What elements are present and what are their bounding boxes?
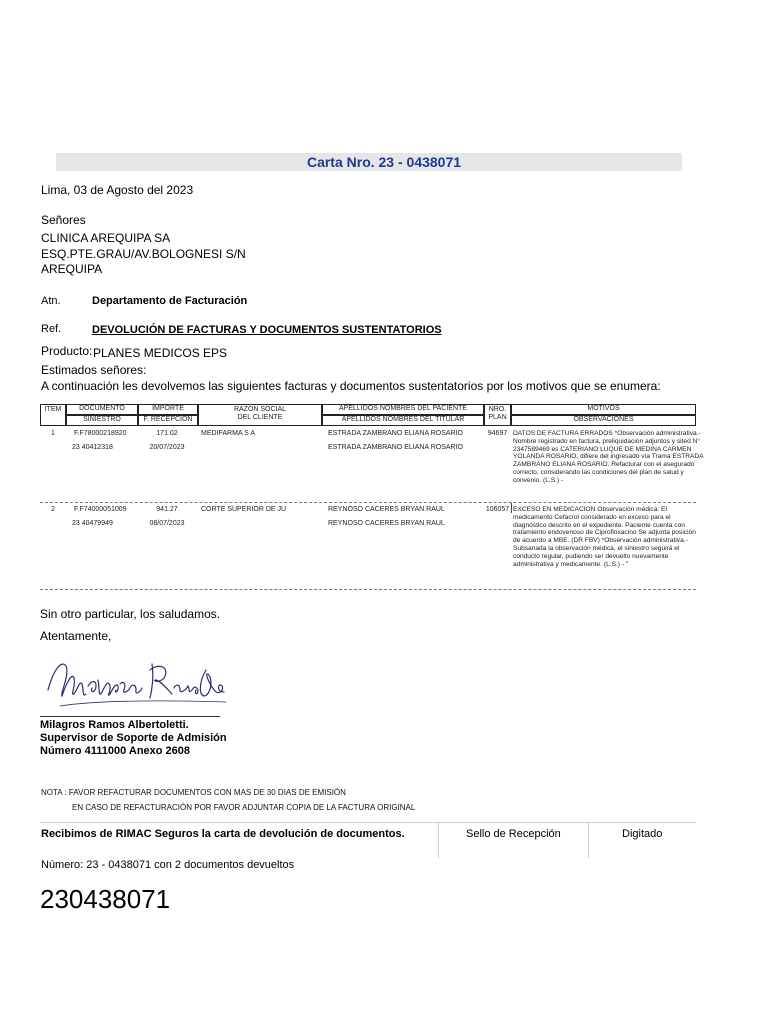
stamp-label: Sello de Recepción — [466, 828, 561, 840]
row-paciente: REYNOSO CACERES BRYAN RAUL — [328, 506, 445, 513]
receipt-text: Recibimos de RIMAC Seguros la carta de devolución de documentos. — [41, 828, 405, 840]
receipt-summary: Número: 23 - 0438071 con 2 documentos devueltos — [41, 859, 295, 871]
ref-label: Ref. — [41, 323, 62, 335]
row-separator — [40, 589, 696, 590]
header-documento: DOCUMENTO — [66, 404, 138, 415]
row-titular: ESTRADA ZAMBRANO ELIANA ROSARIO — [328, 444, 463, 451]
header-titular: APELLIDOS NOMBRES DEL TITULAR — [322, 415, 484, 426]
salutation: Señores — [41, 213, 86, 227]
signer-name: Milagros Ramos Albertoletti. — [40, 719, 189, 731]
letter-title: Carta Nro. 23 - 0438071 — [306, 154, 462, 170]
barcode-number: 230438071 — [40, 884, 171, 914]
header-razon-social: RAZON SOCIAL DEL CLIENTE — [198, 404, 322, 426]
row-observacion — [513, 430, 705, 485]
row-recepcion: 08/07/2023 — [149, 520, 185, 527]
intro-text: A continuación les devolvemos las siguientes facturas y documentos sustentatorios por los motivos que se enumera: — [41, 379, 661, 393]
row-nro-plan: 94697 — [487, 430, 508, 437]
closing-line: Sin otro particular, los saludamos. — [40, 607, 221, 621]
row-razon-social: CORTE SUPERIOR DE JU — [201, 506, 287, 513]
row-siniestro: 23 40412318 — [72, 444, 113, 451]
recipient-line: CLINICA AREQUIPA SA — [41, 231, 171, 245]
row-observacion-text: *Observación administrativa.- Nombre registrado en factura, preliquidación adjuntos y sited N° 2347589469 es CATERIANO LUQUE DE MEDINA CARMEN YOLANDA ROSARIO, difiere del ingresado vía Trama ESTRADA ZAMBRANO ELIANA ROSARIO. Refacturar con el asegurado correcto, considerando las condiciones del plan de salud y convenio. (L.S.) - — [513, 430, 704, 484]
header-nro-plan: NRO. PLAN — [484, 404, 511, 426]
note-line: NOTA : FAVOR REFACTURAR DOCUMENTOS CON MAS DE 30 DIAS DE EMISIÓN — [41, 788, 346, 797]
row-nro-plan: 106057 — [485, 506, 510, 513]
row-importe: 941.27 — [156, 506, 178, 513]
row-motivo: EXCESO EN MEDICACION — [513, 506, 596, 513]
recipient-line: AREQUIPA — [41, 262, 103, 276]
header-observaciones: OBSERVACIONES — [511, 415, 696, 426]
signature-line — [40, 716, 220, 717]
row-paciente: ESTRADA ZAMBRANO ELIANA ROSARIO — [328, 430, 463, 437]
row-item: 1 — [51, 430, 55, 437]
divider — [438, 822, 439, 858]
header-motivos: MOTIVOS — [511, 404, 696, 415]
row-recepcion: 20/07/2023 — [149, 444, 185, 451]
ref-value: DEVOLUCIÓN DE FACTURAS Y DOCUMENTOS SUSTENTATORIOS — [92, 324, 442, 336]
date-line: Lima, 03 de Agosto del 2023 — [41, 183, 194, 197]
row-motivo: DATOS DE FACTURA ERRADOS — [513, 430, 613, 437]
attn-value: Departamento de Facturación — [92, 295, 248, 307]
row-titular: REYNOSO CACERES BRYAN RAUL — [328, 520, 445, 527]
header-paciente: APELLIDOS NOMBRES DEL PACIENTE — [322, 404, 484, 415]
row-observacion-text: Observación médica: El medicamento Cefacrol considerado en exceso para el diagnóstico descrito en el expediente. Paciente cuenta con tratamiento endovenoso de Ciprofloxacino Se adjunta posición de acuerdo a MBE. (DR FBV) *Observación administrativa.- Subsanada la observación médica, el siniestro seguirá el conducto regular, pudiendo ser devuelto nuevamente administrativa y medicamente. (L.S.) - " — [513, 506, 696, 568]
signer-phone: Número 4111000 Anexo 2608 — [40, 745, 191, 757]
recipient-line: ESQ.PTE.GRAU/AV.BOLOGNESI S/N — [41, 247, 246, 261]
closing-line: Atentamente, — [40, 629, 112, 643]
greeting: Estimados señores: — [41, 363, 147, 377]
header-item: ITEM — [40, 404, 66, 426]
product-label: Producto: — [41, 344, 93, 358]
row-siniestro: 23 40479949 — [72, 520, 113, 527]
divider — [40, 822, 696, 823]
digitado-label: Digitado — [622, 828, 663, 840]
row-importe: 171.02 — [156, 430, 178, 437]
signature-image — [40, 650, 230, 712]
attn-label: Atn. — [41, 295, 61, 307]
row-divider — [511, 503, 512, 513]
row-razon-social: MEDIFARMA S A — [201, 430, 256, 437]
row-item: 2 — [51, 506, 55, 513]
row-documento: F.F78000218920 — [74, 430, 127, 437]
divider — [588, 822, 589, 858]
product-value: PLANES MEDICOS EPS — [93, 346, 228, 360]
row-observacion — [513, 506, 705, 568]
note-line: EN CASO DE REFACTURACIÓN POR FAVOR ADJUNTAR COPIA DE LA FACTURA ORIGINAL — [72, 803, 416, 812]
row-documento: F.F74000051009 — [74, 506, 127, 513]
signer-role: Supervisor de Soporte de Admisión — [40, 732, 227, 744]
header-recepcion: F. RECEPCION — [138, 415, 198, 426]
header-siniestro: SINIESTRO — [66, 415, 138, 426]
header-importe: IMPORTE — [138, 404, 198, 415]
row-separator — [40, 502, 696, 503]
